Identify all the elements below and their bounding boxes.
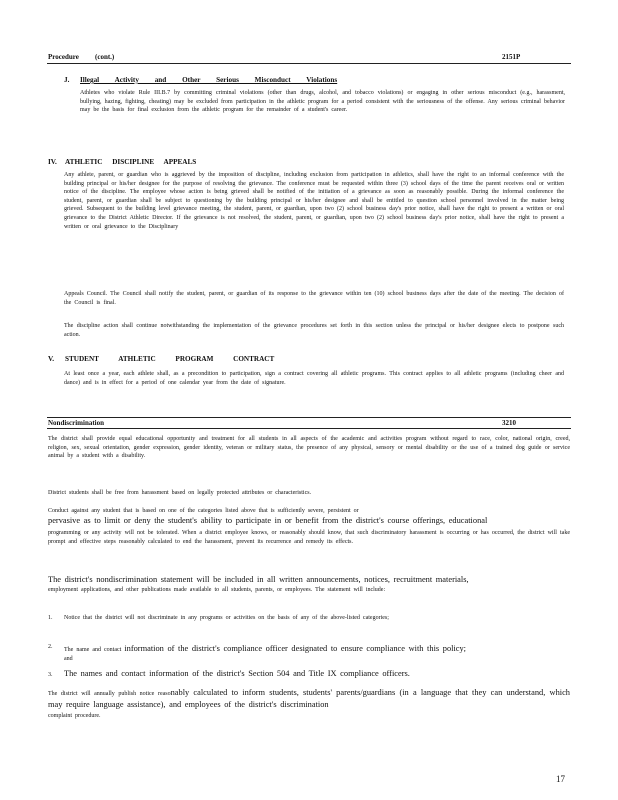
section-v-title: STUDENT ATHLETIC PROGRAM CONTRACT — [65, 355, 275, 363]
section-iv-paragraph-1: Any athlete, parent, or guardian who is aggrieved by the imposition of discipline, including exclusion from participation in athletics, shall have the right to an informal conference with the building principal or his/her designee for the purpose of resolving the grievance. The conference must be requested within three (3) school days of the time the parent receives oral or written notice of the discipline. The employee whose action is being grieved shall be notified of the initiation of a grievance as soon as reasonably possible. During the informal conference the student, parent, or guardian shall be subject to questioning by the building principal or his/her designee and shall be entitled to question school personnel involved in the matter being grieved. Subsequent to the building level grievance meeting, the student, parent, or guardian, upon two (2) school business day's prior notice, shall have the right to present a written or oral grievance to the District Athletic Director. If the grievance is not resolved, the student, parent, or guardian, upon two (2) school business day's prior notice, shall have the right to present a written or oral grievance to the Disciplinary — [64, 172, 564, 230]
header-rule — [47, 63, 571, 64]
section-iv-label: IV. — [48, 158, 57, 166]
section-iv-paragraph-3: The discipline action shall continue notwithstanding the implementation of the grievance procedures set forth in this section unless the principal or his/her designee elects to postpone such action. — [64, 323, 564, 338]
nondiscrimination-paragraph-4-large: The district's nondiscrimination statement will be included in all written announcements, notices, recruitment materials, — [48, 575, 469, 584]
nondiscrimination-paragraph-2: District students shall be free from harassment based on legally protected attributes or characteristics. — [48, 490, 312, 496]
list-item-text-small: The name and contact — [64, 647, 122, 653]
nondiscrimination-paragraph-4: employment applications, and other publications made available to all students, parents, or employees. The statement will include: — [48, 587, 386, 593]
section-iv-title: ATHLETIC DISCIPLINE APPEALS — [65, 158, 197, 166]
paragraph-5-small: The district will annually publish notice reaso — [48, 691, 171, 697]
list-item-text: Notice that the district will not discriminate in any programs or activities on the basis of any of the above-listed categories; — [64, 615, 389, 621]
nondiscrimination-paragraph-3a: Conduct against any student that is based on one of the categories listed above that is sufficiently severe, persistent or — [48, 508, 359, 514]
nondiscrimination-paragraph-5 — [48, 688, 570, 711]
procedure-label: Procedure — [48, 53, 79, 61]
list-item-text-large: The names and contact information of the district's Section 504 and Title IX compliance officers. — [64, 669, 410, 678]
nondiscrimination-title: Nondiscrimination — [48, 419, 105, 427]
page-number: 17 — [556, 774, 565, 784]
paragraph-5-tail: complaint procedure. — [48, 713, 101, 719]
section-v-label: V. — [48, 355, 55, 363]
list-item-text-large: information of the district's compliance officer designated to ensure compliance with this policy; — [124, 644, 467, 653]
continued-label: (cont.) — [95, 53, 115, 61]
nondiscrimination-paragraph-1: The district shall provide equal educational opportunity and treatment for all students in all aspects of the academic and activities program without regard to race, color, national origin, creed, religion, sex, sexual orientation, gender expression, gender identity, veteran or military status, the presence of any physical, sensory or mental disability or the use of a trained dog guide or service animal by a student with a disability. — [48, 436, 570, 460]
list-item-number: 2. — [48, 644, 53, 650]
list-item-number: 3. — [48, 672, 53, 678]
nondiscrimination-code: 3210 — [502, 419, 516, 427]
list-item-number: 1. — [48, 615, 53, 621]
nondiscrimination-paragraph-3-large: pervasive as to limit or deny the student's ability to participate in or benefit from the district's course offerings, educational — [48, 516, 488, 525]
section-v-body: At least once a year, each athlete shall, as a precondition to participation, sign a contract covering all athletic programs. This contract applies to all athletic programs (including cheer and dance) and is in effect for a period of one calendar year from the date of signature. — [64, 371, 564, 386]
list-item-tail: and — [64, 656, 73, 662]
policy-code: 2151P — [502, 53, 521, 61]
section-j-title: Illegal Activity and Other Serious Misconduct Violations — [80, 76, 338, 84]
list-item-text — [64, 644, 466, 655]
paragraph-5-large: nably calculated to inform students, students' parents/guardians (in a language that they can understand, which may require language assistance), and employees of the district's discrimination — [48, 688, 570, 709]
section-iv-paragraph-2: Appeals Council. The Council shall notify the student, parent, or guardian of its response to the grievance within ten (10) school business days after the date of the meeting. The decision of the Council is final. — [64, 291, 564, 306]
nondiscrimination-top-rule — [47, 417, 571, 418]
nondiscrimination-paragraph-3b: programming or any activity will not be tolerated. When a district employee knows, or reasonably should know, that such discriminatory harassment is occurring or has occurred, the district will take prompt and effective steps reasonably calculated to end the harassment, prevent its recurrence and remedy its effects. — [48, 530, 570, 545]
section-j-label: J. — [64, 76, 70, 84]
nondiscrimination-bottom-rule — [47, 428, 571, 429]
section-j-body: Athletes who violate Rule III.B.7 by committing criminal violations (other than drugs, alcohol, and tobacco violations) or engaging in other serious misconduct (e.g., harassment, bullying, hazing, fighting, cheating) may be excluded from participation in the athletic program for a period consistent with the seriousness of the offense. Any serious criminal behavior may be the basis for final exclusion from the athletic program for the remainder of a student's career. — [80, 90, 565, 114]
